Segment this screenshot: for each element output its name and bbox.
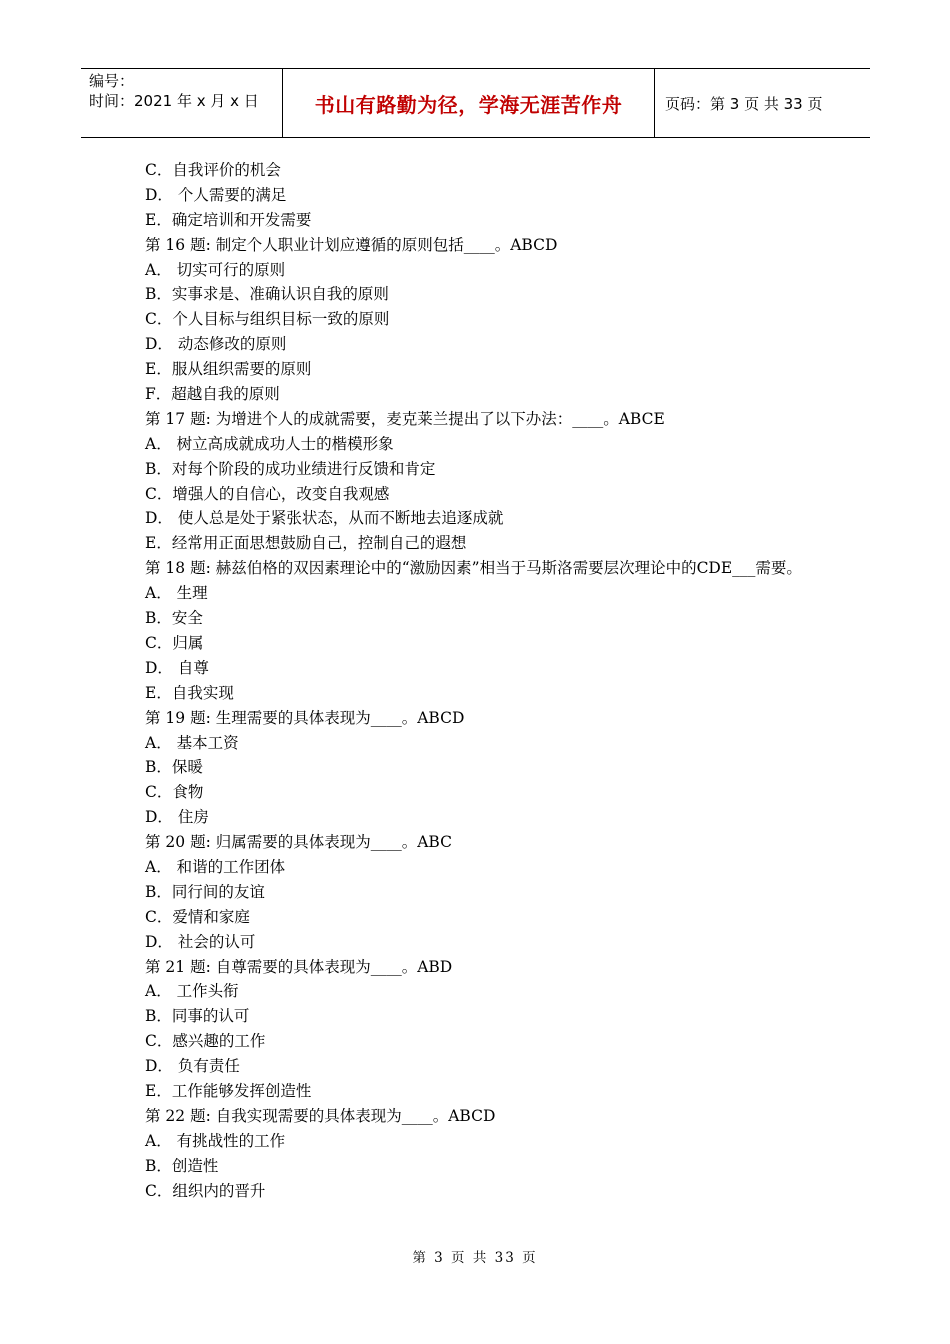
text-line: C．食物 [145, 783, 204, 802]
question-list [145, 158, 825, 1203]
text-line: A． 切实可行的原则 [145, 260, 286, 279]
text-line: D． 住房 [145, 808, 209, 827]
text-line: E．经常用正面思想鼓励自己，控制自己的遐想 [145, 534, 467, 553]
question-17: 第 17 题: 为增进个人的成就需要，麦克莱兰提出了以下办法：____。ABCE [145, 409, 665, 428]
text-line: F．超越自我的原则 [145, 385, 280, 404]
text-line: B．实事求是、准确认识自我的原则 [145, 285, 389, 304]
text-line: B．同事的认可 [145, 1007, 250, 1026]
text-line: C．归属 [145, 633, 204, 652]
text-line: C．感兴趣的工作 [145, 1032, 266, 1051]
text-line: D． 使人总是处于紧张状态，从而不断地去追逐成就 [145, 509, 504, 528]
question-20: 第 20 题: 归属需要的具体表现为____。ABC [145, 833, 452, 852]
text-line: D． 个人需要的满足 [145, 185, 287, 204]
text-line: D． 自尊 [145, 658, 209, 677]
page-footer: 第 3 页 共 33 页 [412, 1250, 538, 1266]
text-line: D． 动态修改的原则 [145, 335, 287, 354]
text-line: E．自我实现 [145, 683, 234, 702]
text-line: E．工作能够发挥创造性 [145, 1081, 312, 1100]
question-21: 第 21 题: 自尊需要的具体表现为____。ABD [145, 957, 453, 976]
text-line: E．确定培训和开发需要 [145, 210, 312, 229]
text-line: B．同行间的友谊 [145, 882, 265, 901]
page-header [81, 68, 870, 138]
text-line: A． 工作头衔 [145, 982, 239, 1001]
text-line: C．增强人的自信心，改变自我观感 [145, 484, 390, 503]
text-line: C．自我评价的机会 [145, 161, 281, 179]
text-line: C．个人目标与组织目标一致的原则 [145, 310, 390, 329]
text-line: A． 树立高成就成功人士的楷模形象 [145, 434, 394, 453]
header-meta [81, 69, 282, 137]
document-number-label: 编号： [89, 72, 135, 90]
question-22: 第 22 题: 自我实现需要的具体表现为____。ABCD [145, 1106, 496, 1125]
header-page-number: 页码：第 3 页 共 33 页 [665, 94, 823, 113]
text-line: C．组织内的晋升 [145, 1181, 266, 1200]
text-line: E．服从组织需要的原则 [145, 360, 312, 379]
question-19: 第 19 题: 生理需要的具体表现为____。ABCD [145, 708, 465, 727]
text-line: B．安全 [145, 609, 203, 628]
text-line: B．对每个阶段的成功业绩进行反馈和肯定 [145, 459, 436, 478]
text-line: A． 基本工资 [145, 733, 239, 752]
text-line: A． 生理 [145, 584, 208, 603]
text-line: A． 和谐的工作团体 [145, 857, 286, 876]
text-line: A． 有挑战性的工作 [145, 1131, 286, 1150]
text-line: B．保暖 [145, 758, 203, 777]
document-date: 时间：2021 年 x 月 x 日 [89, 92, 259, 110]
text-line: D． 社会的认可 [145, 932, 256, 951]
text-line: D． 负有责任 [145, 1057, 240, 1076]
text-line: C．爱情和家庭 [145, 907, 250, 926]
question-18: 第 18 题: 赫兹伯格的双因素理论中的“激励因素”相当于马斯洛需要层次理论中的CDE___需要。 [145, 559, 802, 578]
text-line: B．创造性 [145, 1156, 219, 1175]
question-16: 第 16 题: 制定个人职业计划应遵循的原则包括____。ABCD [145, 235, 558, 254]
header-motto: 书山有路勤为径，学海无涯苦作舟 [282, 69, 655, 137]
